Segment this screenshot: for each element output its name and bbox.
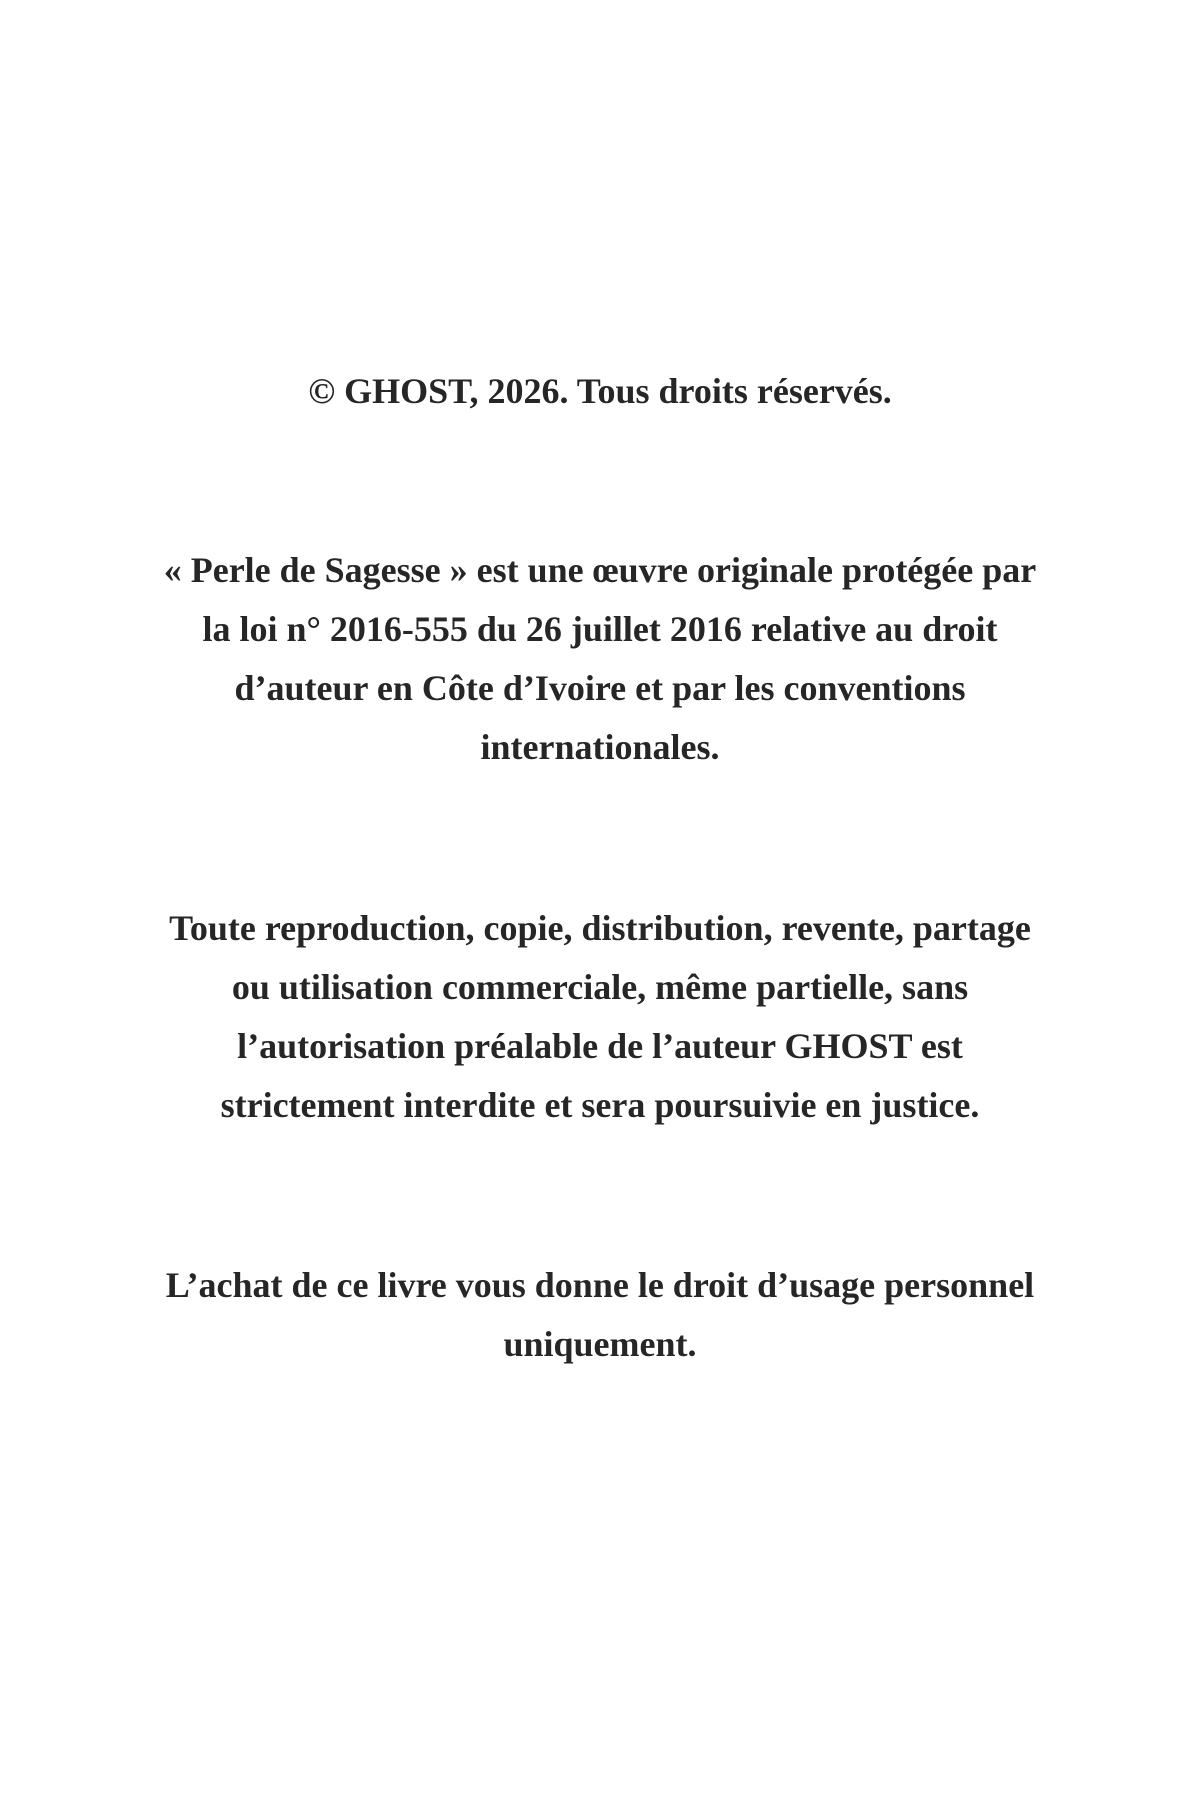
- paragraph-line: la loi n° 2016-555 du 26 juillet 2016 relative au droit: [202, 609, 998, 649]
- paragraph-line: strictement interdite et sera poursuivie en justice.: [220, 1085, 980, 1125]
- reproduction-paragraph: [100, 899, 1100, 1135]
- paragraph-line: internationales.: [480, 727, 720, 767]
- paragraph-line: « Perle de Sagesse » est une œuvre originale protégée par: [163, 550, 1037, 590]
- copyright-line: © GHOST, 2026. Tous droits réservés.: [308, 371, 892, 411]
- paragraph-line: d’auteur en Côte d’Ivoire et par les conventions: [234, 668, 966, 708]
- paragraph-line: uniquement.: [503, 1324, 697, 1364]
- paragraph-line: L’achat de ce livre vous donne le droit d’usage personnel: [165, 1265, 1035, 1305]
- paragraph-line: ou utilisation commerciale, même partielle, sans: [231, 967, 969, 1007]
- purchase-paragraph: [100, 1256, 1100, 1374]
- paragraph-line: Toute reproduction, copie, distribution, revente, partage: [169, 908, 1031, 948]
- protection-paragraph: [100, 541, 1100, 777]
- copyright-notice: [100, 362, 1100, 421]
- paragraph-line: l’autorisation préalable de l’auteur GHOST est: [237, 1026, 963, 1066]
